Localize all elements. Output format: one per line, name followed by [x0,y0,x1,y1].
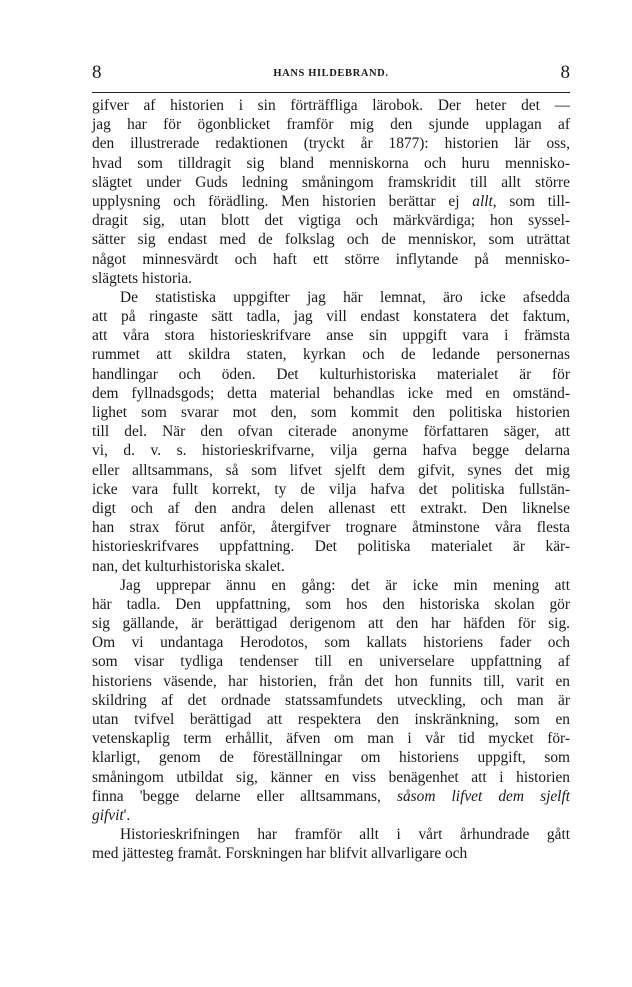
paragraph [92,576,570,825]
text-line: nan, det kulturhistoriska skalet. [92,557,285,575]
running-title: HANS HILDEBRAND. [273,68,389,79]
text-line: finna 'begge delarne eller alltsammans, såsom lifvet dem sjelft [92,787,571,805]
page-header [92,62,570,88]
text-line: Om vi undantaga Herodotos, som kallats historiens fader och [92,634,570,652]
text-line: eller alltsammans, så som lifvet sjelft dem gifvit, synes det mig [92,461,570,479]
text-line: De statistiska uppgifter jag här lemnat, äro icke afsedda [120,288,570,306]
text-line: den illustrerade redaktionen (tryckt år 1877): historien lär oss, [92,135,570,153]
text-line: sig gällande, är berättigad derigenom att den har häfden för sig. [92,615,570,633]
text-line: slägtets historia. [92,269,193,287]
text-line: digt och af den andra delen allenast ett extrakt. Den liknelse [92,499,570,517]
text-line: slägtet under Guds ledning småningom framskridit till allt större [92,173,570,191]
text-line: med jättesteg framåt. Forskningen har blifvit allvarligare och [92,845,468,863]
italic-text: såsom lifvet dem sjelft [396,787,571,805]
text-line: skildring af det ordnade statssamfundets utveckling, och man är [92,691,570,709]
text-line: han strax förut anför, återgifver trognare åtminstone våra flesta [92,519,570,537]
paragraph [92,825,570,863]
page-number-left: 8 [92,62,102,83]
text-line: vetenskaplig term erhållit, äfven om man i vår tid mycket för- [92,730,570,748]
text-line: att på ringaste sätt tadla, jag vill endast konstatera det faktum, [92,308,570,326]
text-line: att våra stora historieskrifvare anse sin uppgift vara i främsta [92,327,570,345]
text-line: klarligt, genom de föreställningar om historiens uppgift, som [92,749,570,767]
text-line: historiens väsende, har historien, från det hon funnits till, varit en [92,672,570,690]
text-line: Jag upprepar ännu en gång: det är icke min mening att [120,576,570,594]
text-line: upplysning och förädling. Men historien berättar ej allt, som till- [92,192,570,210]
text-line: Historieskrifningen har framför allt i vårt århundrade gått [120,826,570,844]
text-line: gifver af historien i sin förträffliga lärobok. Der heter det — [92,97,570,114]
text-line: handlingar och öden. Det kulturhistoriska materialet är för [92,365,570,383]
text-line: här tadla. Den uppfattning, som hos den historiska skolan gör [92,595,570,613]
text-line: dem fyllnadsgods; detta material behandlas icke med en omständ- [92,384,570,402]
header-rule [92,92,570,93]
text-line: till del. När den ofvan citerade anonyme författaren säger, att [92,423,570,441]
text-line: sätter sig endast med de folkslag och de menniskor, som uträttat [92,231,570,249]
body-text [92,96,570,864]
text-line: historieskrifvares uppfattning. Det politiska materialet är kär- [92,538,570,556]
text-line: gifvit'. [92,806,131,824]
text-line: jag har för ögonblicket framför mig den sjunde upplagan af [92,116,570,134]
paragraph [92,288,570,576]
italic-text: gifvit [92,806,124,824]
page-number-right: 8 [560,62,570,83]
text-line: rummet att skildra staten, kyrkan och de ledande personernas [92,346,570,364]
text-line: dragit sig, utan blott det vigtiga och märkvärdiga; hon syssel- [92,212,570,230]
text-line: utan tvifvel berättigad att respektera den inskränkning, som en [92,711,570,728]
text-line: småningom utbildat sig, känner en viss benägenhet att i historien [92,768,570,786]
text-line: icke vara fullt korrekt, ty de vilja hafva det politiska fullstän- [92,480,570,498]
text-line: lighet som svarar mot den, som kommit den politiska historien [92,404,570,421]
italic-text: allt [472,192,493,210]
paragraph [92,96,570,288]
text-line: vi, d. v. s. historieskrifvarne, vilja gerna hafva begge delarna [92,442,570,460]
text-line: något minnesvärdt och haft ett större inflytande på mennisko- [92,250,570,268]
text-line: hvad som tilldragit sig bland menniskorna och huru mennisko- [92,154,570,172]
text-line: som visar tydliga tendenser till en universelare uppfattning af [92,653,570,671]
